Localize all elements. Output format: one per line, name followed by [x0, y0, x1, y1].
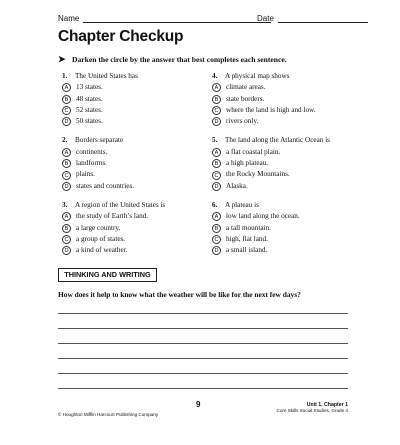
answer-line[interactable]: [58, 313, 348, 314]
answer-option[interactable]: [212, 245, 362, 256]
instructions: [58, 54, 287, 65]
answer-option[interactable]: [212, 147, 362, 158]
answer-bubble[interactable]: D: [62, 246, 71, 255]
answer-bubble[interactable]: A: [62, 83, 71, 92]
date-label: Date: [257, 14, 274, 23]
option-text: rivers only.: [226, 117, 259, 126]
answer-bubble[interactable]: D: [62, 182, 71, 191]
option-text: high, flat land.: [226, 234, 268, 243]
answer-bubble[interactable]: B: [62, 95, 71, 104]
answer-bubble[interactable]: A: [62, 148, 71, 157]
name-field[interactable]: [58, 14, 271, 23]
answer-option[interactable]: [212, 94, 362, 105]
date-field[interactable]: [257, 14, 368, 23]
answer-bubble[interactable]: B: [212, 95, 221, 104]
question-1: [62, 71, 197, 127]
option-text: where the land is high and low.: [226, 105, 316, 114]
question-number: 1.: [62, 72, 68, 80]
option-text: 50 states.: [76, 117, 103, 126]
question-2: [62, 135, 197, 191]
answer-bubble[interactable]: A: [212, 83, 221, 92]
option-text: a large country.: [76, 223, 121, 232]
answer-option[interactable]: [212, 105, 362, 116]
option-text: landforms.: [76, 159, 107, 168]
arrow-right-icon: ➤: [58, 54, 66, 64]
thinking-writing-heading: THINKING AND WRITING: [58, 268, 157, 282]
question-number: 2.: [62, 136, 68, 145]
answer-bubble[interactable]: B: [212, 224, 221, 233]
answer-option[interactable]: [62, 147, 197, 158]
answer-bubble[interactable]: C: [212, 106, 221, 115]
answer-bubble[interactable]: A: [62, 212, 71, 221]
question-stem: A physical map shows: [225, 72, 290, 80]
unit-label: Unit 1, Chapter 1: [306, 402, 348, 408]
answer-bubble[interactable]: C: [62, 235, 71, 244]
answer-bubble[interactable]: A: [212, 212, 221, 221]
question-number: 6.: [212, 200, 218, 209]
writing-prompt: How does it help to know what the weather will be like for the next few days?: [58, 290, 301, 299]
option-text: plains.: [76, 170, 95, 179]
question-5: [212, 135, 362, 191]
option-text: a tall mountain.: [226, 223, 271, 232]
answer-bubble[interactable]: D: [212, 117, 221, 126]
answer-option[interactable]: [212, 234, 362, 245]
answer-option[interactable]: [62, 158, 197, 169]
answer-option[interactable]: [62, 116, 197, 127]
option-text: the study of Earth’s land.: [76, 212, 149, 221]
option-text: a flat coastal plain.: [226, 147, 281, 156]
answer-option[interactable]: [62, 245, 197, 256]
answer-bubble[interactable]: D: [212, 246, 221, 255]
option-text: a small island.: [226, 246, 268, 255]
answer-option[interactable]: [62, 105, 197, 116]
answer-option[interactable]: [62, 169, 197, 180]
answer-bubble[interactable]: B: [62, 159, 71, 168]
option-text: climate areas.: [226, 83, 266, 92]
option-text: state borders.: [226, 94, 265, 103]
answer-bubble[interactable]: B: [62, 224, 71, 233]
option-text: low land along the ocean.: [226, 212, 300, 221]
answer-option[interactable]: [62, 94, 197, 105]
answer-option[interactable]: [212, 158, 362, 169]
page-number: 9: [196, 400, 201, 409]
question-3: [62, 200, 197, 256]
questions-right-column: [212, 71, 362, 264]
answer-option[interactable]: [212, 169, 362, 180]
answer-line[interactable]: [58, 373, 348, 374]
answer-line[interactable]: [58, 343, 348, 344]
question-stem: The land along the Atlantic Ocean is: [225, 136, 330, 145]
date-rule: [278, 22, 368, 23]
option-text: 52 states.: [76, 105, 103, 114]
question-number: 3.: [62, 200, 68, 209]
option-text: a group of states.: [76, 234, 126, 243]
page-title: Chapter Checkup: [58, 28, 184, 45]
answer-option[interactable]: [212, 211, 362, 222]
instructions-text: Darken the circle by the answer that best completes each sentence.: [72, 55, 287, 64]
answer-bubble[interactable]: C: [212, 171, 221, 180]
option-text: continents.: [76, 147, 108, 156]
footer-credits: [277, 402, 349, 415]
question-number: 5.: [212, 136, 218, 145]
copyright-text: © Houghton Mifflin Harcourt Publishing Company: [58, 412, 159, 417]
answer-option[interactable]: [212, 116, 362, 127]
answer-bubble[interactable]: A: [212, 148, 221, 157]
question-stem: A plateau is: [225, 200, 259, 209]
option-text: the Rocky Mountains.: [226, 170, 290, 179]
answer-option[interactable]: [62, 211, 197, 222]
answer-option[interactable]: [212, 181, 362, 192]
question-stem: The United States has: [75, 72, 138, 80]
option-text: Alaska.: [226, 181, 248, 190]
answer-bubble[interactable]: D: [212, 182, 221, 191]
answer-option[interactable]: [62, 181, 197, 192]
option-text: a high plateau.: [226, 159, 269, 168]
name-rule: [83, 22, 271, 23]
answer-option[interactable]: [212, 223, 362, 234]
option-text: a kind of weather.: [76, 246, 128, 255]
answer-bubble[interactable]: C: [62, 171, 71, 180]
option-text: 13 states.: [76, 83, 103, 92]
answer-line[interactable]: [58, 328, 348, 329]
answer-option[interactable]: [62, 223, 197, 234]
answer-option[interactable]: [62, 82, 197, 93]
answer-bubble[interactable]: B: [212, 159, 221, 168]
option-text: states and countries.: [76, 181, 135, 190]
name-label: Name: [58, 14, 80, 23]
question-6: [212, 200, 362, 256]
question-stem: Borders separate: [75, 136, 124, 145]
question-stem: A region of the United States is: [75, 200, 166, 209]
answer-bubble[interactable]: C: [212, 235, 221, 244]
answer-option[interactable]: [62, 234, 197, 245]
answer-option[interactable]: [212, 82, 362, 93]
question-4: [212, 71, 362, 127]
question-number: 4.: [212, 72, 218, 80]
questions-left-column: [62, 71, 197, 264]
answer-bubble[interactable]: D: [62, 117, 71, 126]
series-label: Core Skills Social Studies, Grade 4: [276, 408, 348, 414]
answer-line[interactable]: [58, 388, 348, 389]
answer-line[interactable]: [58, 358, 348, 359]
option-text: 48 states.: [76, 94, 103, 103]
answer-bubble[interactable]: C: [62, 106, 71, 115]
